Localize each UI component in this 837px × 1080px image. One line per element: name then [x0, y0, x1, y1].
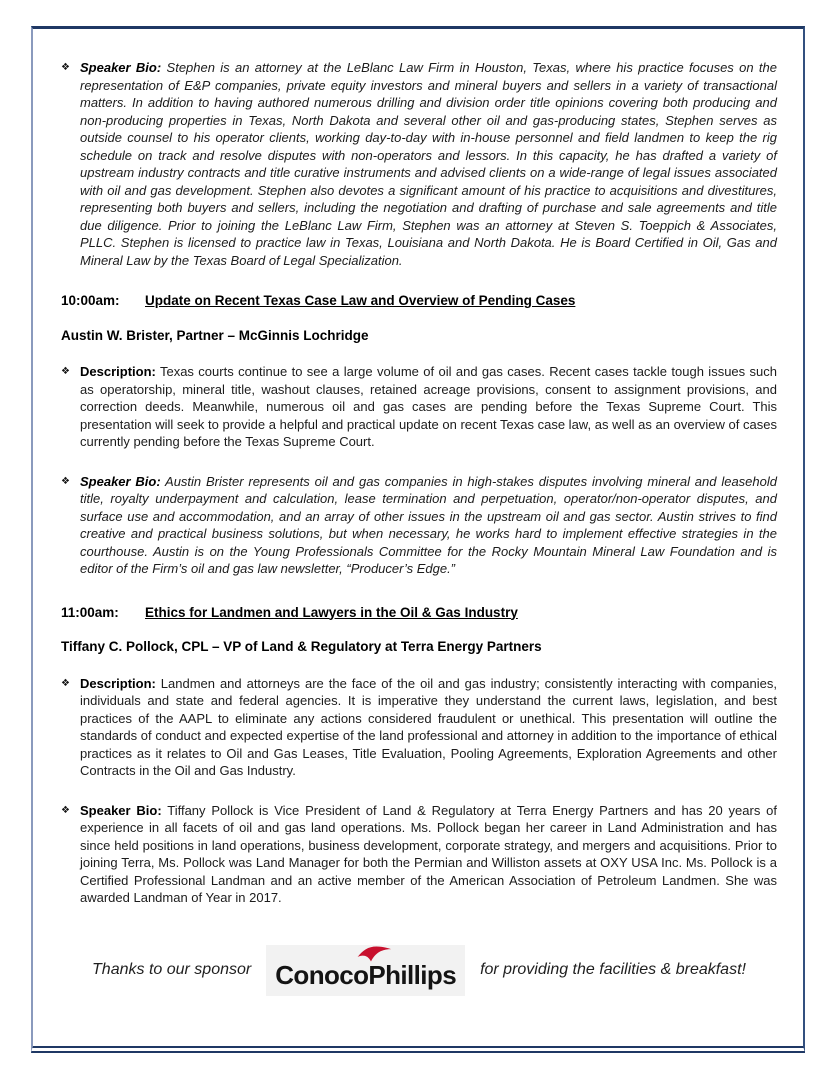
session-1-heading: [61, 292, 777, 310]
paragraph-text: [80, 473, 777, 578]
session-2-heading: [61, 604, 777, 622]
speaker-bio-label: Speaker Bio:: [80, 802, 162, 818]
session-1-description-paragraph: [61, 363, 777, 451]
session-2-title: Ethics for Landmen and Lawyers in the Oil & Gas Industry: [145, 604, 518, 620]
conocophillips-swoosh-icon: [355, 942, 393, 963]
session-1-time: 10:00am:: [61, 293, 120, 308]
document-content: [33, 29, 803, 1046]
session-1-speaker: Austin W. Brister, Partner – McGinnis Lochridge: [61, 327, 369, 343]
session-2-time: 11:00am:: [61, 604, 119, 620]
diamond-bullet-icon: ❖: [61, 677, 70, 689]
conocophillips-logo-text: ConocoPhillips: [275, 959, 457, 990]
session-2-description-paragraph: [61, 675, 777, 780]
diamond-bullet-icon: ❖: [61, 366, 70, 377]
speaker-bio-text: Stephen is an attorney at the LeBlanc Law Firm in Houston, Texas, where his practice focuses on the representation of E&P companies, private equity investors and mineral buyers and sellers in a variety of transactional matters. In addition to having authored numerous drilling and division order title opinions covering both producing and non-producing properties in Texas, North Dakota and several other oil and gas-producing states, Stephen serves as outside counsel to his operator clients, working day-to-day with in-house personnel and field landmen to keep the rig schedule on track and resolve disputes with non-operators and lessors. In this capacity, he has drafted a variety of upstream industry contracts and title curative instruments and advised clients on a wide-range of legal issues associated with oil and gas development. Stephen also devotes a significant amount of his practice to acquisitions and divestitures, representing both buyers and sellers, including the negotiation and drafting of purchase and sale agreements and title due diligence. Prior to joining the LeBlanc Law Firm, Stephen was an attorney at Steven S. Toeppich & Associates, PLLC. Stephen is licensed to practice law in Texas, Louisiana and North Dakota. He is Board Certified in Oil, Gas and Mineral Law by the Texas Board of Legal Specialization.: [80, 60, 777, 268]
intro-speaker-bio-paragraph: [61, 59, 777, 269]
sponsor-acknowledgment: [61, 945, 777, 996]
session-2-speaker-bio-paragraph: [61, 802, 777, 907]
description-label: Description:: [80, 364, 156, 379]
speaker-bio-text: Tiffany Pollock is Vice President of Land & Regulatory at Terra Energy Partners and has 20 years of experience in all facets of oil and gas land operations. Ms. Pollock began her career in Land Administration and has since held positions in land operations, business development, corporate strategy, and mergers and acquisitions. Prior to joining Terra, Ms. Pollock was Land Manager for both the Permian and Williston assets at OXY USA Inc. Ms. Pollock is a Certified Professional Landman and an active member of the American Association of Petroleum Landmen. She was awarded Landman of Year in 2017.: [80, 802, 777, 905]
session-2-speaker: Tiffany C. Pollock, CPL – VP of Land & Regulatory at Terra Energy Partners: [61, 639, 542, 654]
session-1-speaker-bio-paragraph: [61, 473, 777, 578]
speaker-bio-label: Speaker Bio:: [80, 473, 161, 489]
sponsor-lead-text: Thanks to our sponsor: [92, 961, 252, 978]
paragraph-text: [80, 363, 777, 451]
speaker-bio-label: Speaker Bio:: [80, 60, 162, 75]
paragraph-text: [80, 675, 777, 780]
description-text: Texas courts continue to see a large volume of oil and gas cases. Recent cases tackle tough issues such as operatorship, mineral title, washout clauses, retained acreage provisions, consent to assignment provisions, and correction deeds. Meanwhile, numerous oil and gas cases are pending before the Texas Supreme Court. This presentation will seek to provide a helpful and practical update on recent Texas case law, as well as an overview of cases currently pending before the Texas Supreme Court.: [80, 364, 777, 449]
conocophillips-logo: [266, 945, 465, 996]
description-label: Description:: [80, 675, 156, 691]
description-text: Landmen and attorneys are the face of the oil and gas industry; consistently interacting with companies, individuals and state and federal agencies. It is imperative they understand the current laws, legislation, and best practices of the AAPL to eliminate any actions considered fraudulent or unethical. This presentation will outline the standards of conduct and expected expertise of the land professional and attorney in addition to the importance of ethical practices as it relates to Oil and Gas Leases, Title Evaluation, Pooling Agreements, Exploration Agreements and other Contracts in the Oil and Gas Industry.: [80, 675, 777, 778]
paragraph-text: [80, 59, 777, 269]
diamond-bullet-icon: ❖: [61, 804, 70, 816]
paragraph-text: [80, 802, 777, 907]
session-1-title: Update on Recent Texas Case Law and Overview of Pending Cases: [145, 293, 576, 308]
diamond-bullet-icon: ❖: [61, 62, 70, 73]
speaker-bio-text: Austin Brister represents oil and gas companies in high-stakes disputes involving mineral and leasehold title, royalty underpayment and calculation, lease termination and perpetuation, operator/non-operator disputes, and surface use and accommodation, and an array of other issues in the upstream oil and gas sector. Austin strives to find creative and practical business solutions, but when necessary, he works hard to implement effective strategies in the courthouse. Austin is on the Young Professionals Committee for the Rocky Mountain Mineral Law Foundation and is editor of the Firm’s oil and gas law newsletter, “Producer’s Edge.”: [80, 473, 777, 576]
page-border: [31, 26, 805, 1053]
sponsor-trail-text: for providing the facilities & breakfast!: [480, 961, 746, 978]
diamond-bullet-icon: ❖: [61, 475, 70, 487]
